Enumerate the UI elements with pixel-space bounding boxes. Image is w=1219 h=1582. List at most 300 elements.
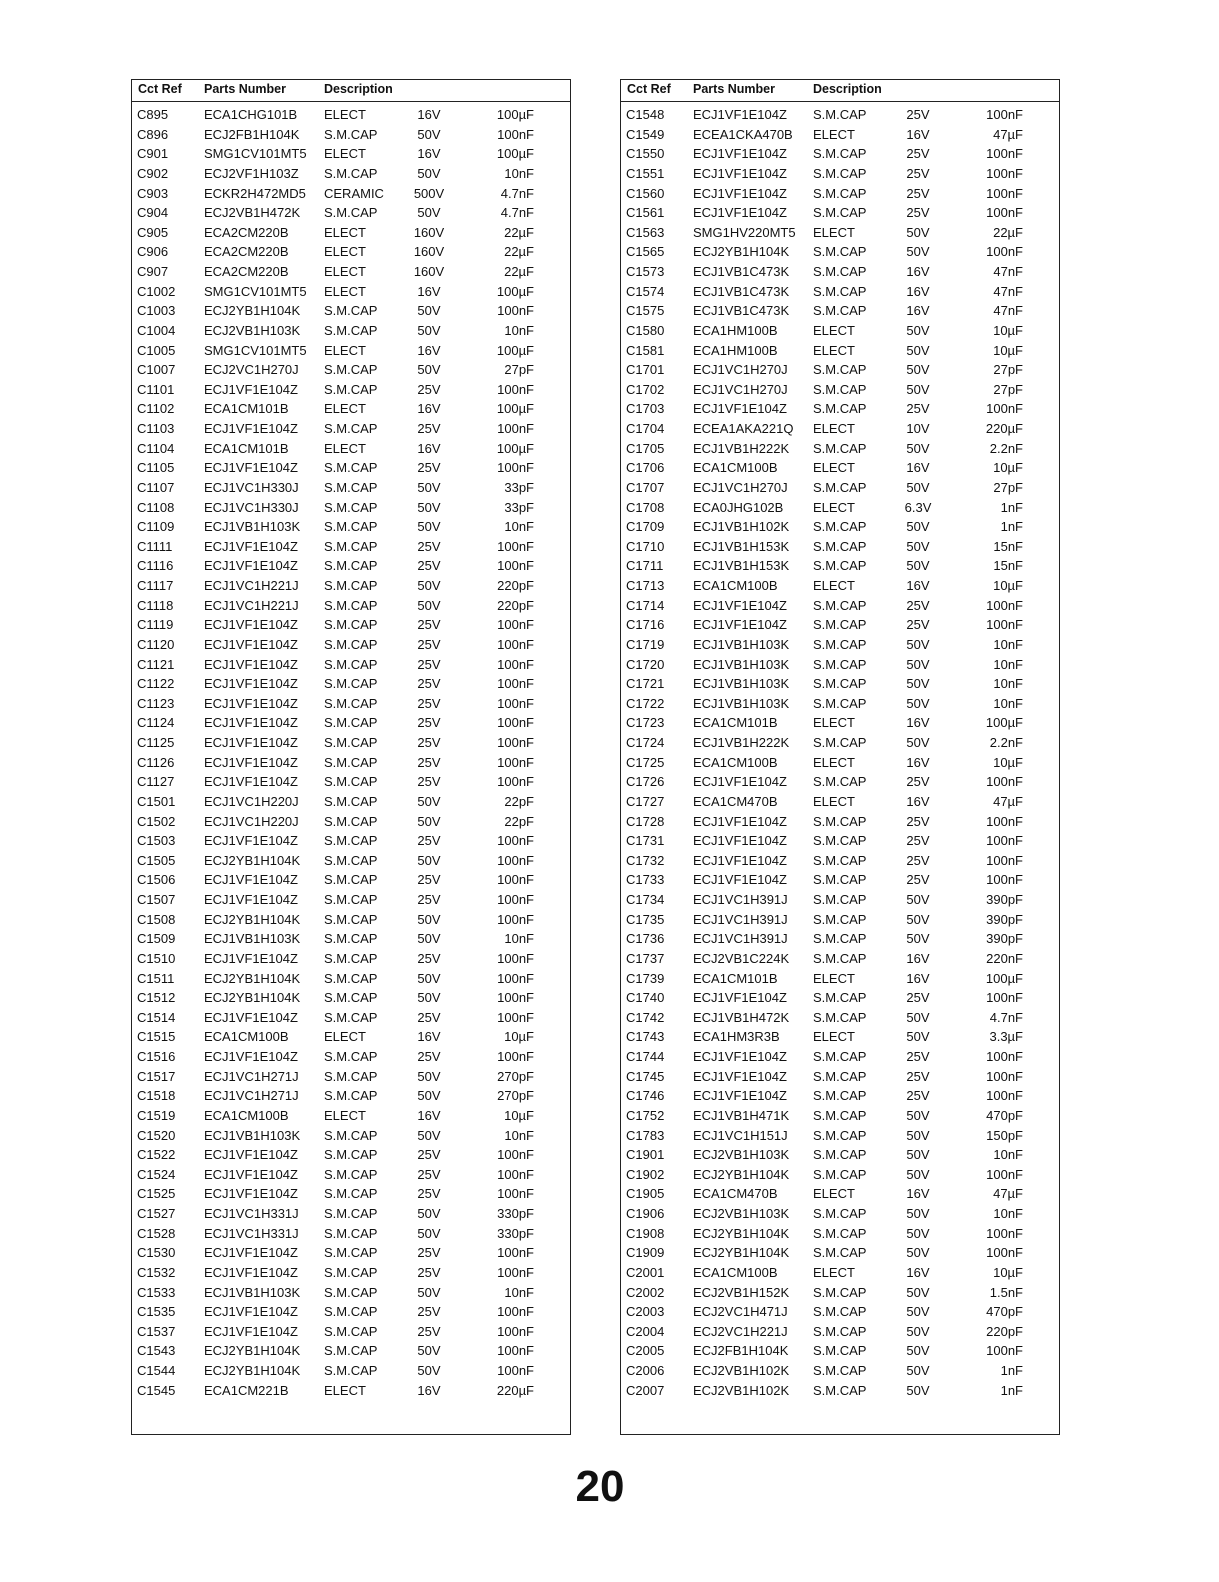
- table-row: [621, 870, 1059, 890]
- cell-cct-ref: C1705: [626, 440, 665, 456]
- cell-cct-ref: C1708: [626, 499, 665, 515]
- cell-value: 100nF: [497, 695, 534, 711]
- table-row: [621, 890, 1059, 910]
- cell-description: S.M.CAP: [813, 244, 867, 260]
- cell-parts-number: ECJ2YB1H104K: [204, 1363, 301, 1378]
- cell-cct-ref: C2006: [626, 1363, 665, 1378]
- cell-parts-number: ECEA1AKA221Q: [693, 421, 794, 436]
- cell-cct-ref: C1720: [626, 656, 665, 672]
- cell-cct-ref: C1575: [626, 303, 665, 319]
- cell-description: S.M.CAP: [324, 1323, 378, 1339]
- cell-cct-ref: C1909: [626, 1245, 665, 1261]
- cell-parts-number: ECJ1VC1H270J: [693, 381, 788, 397]
- cell-value: 4.7nF: [500, 205, 534, 221]
- cell-description: S.M.CAP: [324, 460, 378, 476]
- cell-cct-ref: C1522: [137, 1147, 176, 1163]
- cell-cct-ref: C1103: [137, 421, 175, 436]
- cell-value: 100nF: [986, 617, 1023, 633]
- cell-value: 10nF: [993, 1147, 1023, 1163]
- cell-description: S.M.CAP: [324, 1363, 378, 1378]
- table-row: [621, 1341, 1059, 1361]
- cell-cct-ref: C1701: [626, 362, 665, 378]
- table-row: [621, 988, 1059, 1008]
- cell-voltage: 16V: [906, 303, 930, 319]
- cell-parts-number: ECJ1VB1H222K: [693, 735, 790, 750]
- cell-parts-number: ECA1CM101B: [693, 970, 778, 986]
- cell-description: S.M.CAP: [324, 617, 378, 633]
- cell-description: ELECT: [324, 244, 366, 260]
- cell-cct-ref: C1711: [626, 558, 664, 574]
- table-row: [621, 144, 1059, 164]
- cell-cct-ref: C1728: [626, 813, 665, 829]
- cell-cct-ref: C1537: [137, 1323, 176, 1339]
- table-row: [132, 890, 570, 910]
- cell-parts-number: ECA2CM220B: [204, 224, 289, 240]
- cell-voltage: 50V: [906, 636, 930, 652]
- table-row: [621, 694, 1059, 714]
- table-row: [621, 1086, 1059, 1106]
- cell-value: 100nF: [497, 1264, 534, 1280]
- cell-cct-ref: C1573: [626, 264, 665, 279]
- table-row: [621, 1106, 1059, 1126]
- cell-description: S.M.CAP: [813, 1049, 867, 1064]
- header-description: Description: [324, 82, 393, 96]
- cell-cct-ref: C1710: [626, 538, 665, 554]
- table-row: [621, 1204, 1059, 1224]
- cell-voltage: 50V: [906, 735, 930, 750]
- table-row: [621, 1283, 1059, 1303]
- cell-parts-number: ECJ1VF1E104Z: [693, 1088, 787, 1104]
- cell-parts-number: ECA1CM101B: [204, 440, 289, 456]
- table-body: [132, 105, 570, 1400]
- cell-description: S.M.CAP: [813, 146, 867, 162]
- cell-parts-number: ECJ1VB1C473K: [693, 303, 790, 319]
- cell-parts-number: ECA0JHG102B: [693, 499, 784, 515]
- cell-voltage: 160V: [413, 264, 445, 279]
- cell-cct-ref: C2003: [626, 1304, 665, 1320]
- cell-description: S.M.CAP: [813, 1166, 867, 1182]
- cell-cct-ref: C1108: [137, 499, 175, 515]
- cell-cct-ref: C2002: [626, 1284, 665, 1300]
- table-row: [132, 556, 570, 576]
- cell-voltage: 50V: [417, 1206, 441, 1221]
- cell-voltage: 25V: [417, 1009, 441, 1025]
- cell-description: S.M.CAP: [324, 538, 378, 554]
- cell-parts-number: ECJ1VF1E104Z: [693, 617, 787, 633]
- table-row: [132, 125, 570, 145]
- table-row: [132, 105, 570, 125]
- cell-value: 100nF: [986, 597, 1023, 613]
- cell-description: ELECT: [324, 440, 366, 456]
- cell-parts-number: ECJ1VC1H330J: [204, 499, 299, 515]
- cell-voltage: 16V: [417, 1029, 441, 1045]
- table-row: [132, 1067, 570, 1087]
- cell-voltage: 50V: [906, 519, 930, 535]
- cell-description: S.M.CAP: [813, 440, 867, 456]
- cell-description: S.M.CAP: [324, 499, 378, 515]
- cell-voltage: 25V: [906, 597, 930, 613]
- table-row: [621, 517, 1059, 537]
- cell-voltage: 25V: [417, 833, 441, 849]
- cell-voltage: 50V: [906, 1166, 930, 1182]
- cell-voltage: 50V: [906, 538, 930, 554]
- cell-cct-ref: C1905: [626, 1186, 665, 1202]
- cell-voltage: 50V: [906, 911, 930, 927]
- cell-cct-ref: C1714: [626, 597, 665, 613]
- cell-value: 100nF: [497, 126, 534, 142]
- cell-cct-ref: C1908: [626, 1225, 665, 1241]
- cell-voltage: 25V: [417, 617, 441, 633]
- cell-description: S.M.CAP: [324, 813, 378, 829]
- cell-value: 220pF: [497, 597, 534, 613]
- cell-cct-ref: C1723: [626, 715, 665, 731]
- cell-parts-number: ECJ1VB1H103K: [693, 676, 790, 692]
- cell-parts-number: ECJ1VB1H103K: [204, 1284, 301, 1300]
- cell-voltage: 50V: [906, 224, 930, 240]
- cell-parts-number: ECJ1VC1H151J: [693, 1127, 788, 1143]
- cell-cct-ref: C1706: [626, 460, 665, 476]
- cell-description: S.M.CAP: [324, 578, 378, 593]
- cell-value: 1nF: [1000, 519, 1023, 535]
- table-row: [132, 537, 570, 557]
- table-row: [132, 1027, 570, 1047]
- cell-value: 270pF: [497, 1088, 534, 1104]
- parts-table-left: [131, 79, 571, 1435]
- cell-value: 100nF: [497, 381, 534, 397]
- cell-voltage: 25V: [417, 656, 441, 672]
- cell-description: S.M.CAP: [813, 1225, 867, 1241]
- table-row: [132, 223, 570, 243]
- cell-cct-ref: C1104: [137, 440, 175, 456]
- cell-value: 220nF: [986, 950, 1023, 966]
- cell-voltage: 16V: [906, 578, 930, 593]
- cell-parts-number: ECJ1VF1E104Z: [204, 656, 298, 672]
- cell-description: S.M.CAP: [324, 1225, 378, 1241]
- cell-value: 100nF: [497, 460, 534, 476]
- cell-parts-number: ECJ2VC1H471J: [693, 1304, 788, 1320]
- cell-cct-ref: C1508: [137, 911, 176, 927]
- cell-cct-ref: C1119: [137, 617, 174, 633]
- cell-cct-ref: C1739: [626, 970, 665, 986]
- cell-voltage: 25V: [417, 1166, 441, 1182]
- cell-voltage: 50V: [906, 695, 930, 711]
- cell-voltage: 50V: [417, 852, 441, 868]
- cell-voltage: 25V: [906, 813, 930, 829]
- cell-value: 270pF: [497, 1068, 534, 1084]
- cell-description: S.M.CAP: [813, 1009, 867, 1025]
- cell-value: 2.2nF: [989, 440, 1023, 456]
- cell-voltage: 25V: [906, 1088, 930, 1104]
- cell-voltage: 50V: [906, 342, 930, 358]
- cell-value: 100nF: [497, 892, 534, 907]
- cell-description: ELECT: [813, 322, 855, 338]
- cell-cct-ref: C1109: [137, 519, 175, 535]
- cell-description: S.M.CAP: [813, 205, 867, 221]
- cell-value: 100nF: [986, 774, 1023, 790]
- table-row: [132, 949, 570, 969]
- cell-description: S.M.CAP: [324, 656, 378, 672]
- cell-voltage: 500V: [413, 185, 445, 201]
- cell-value: 10µF: [993, 322, 1023, 338]
- cell-value: 330pF: [497, 1225, 534, 1241]
- table-row: [621, 184, 1059, 204]
- cell-cct-ref: C1510: [137, 950, 176, 966]
- cell-description: S.M.CAP: [813, 872, 867, 888]
- table-row: [621, 949, 1059, 969]
- cell-parts-number: ECJ1VF1E104Z: [693, 833, 787, 849]
- cell-parts-number: ECJ1VF1E104Z: [204, 558, 298, 574]
- cell-parts-number: ECA2CM220B: [204, 264, 289, 279]
- cell-cct-ref: C1721: [626, 676, 665, 692]
- cell-voltage: 16V: [417, 107, 441, 122]
- cell-voltage: 16V: [417, 1107, 441, 1123]
- cell-value: 100nF: [986, 1049, 1023, 1064]
- table-row: [132, 929, 570, 949]
- cell-cct-ref: C2001: [626, 1264, 665, 1280]
- table-row: [621, 164, 1059, 184]
- cell-description: ELECT: [324, 1382, 366, 1398]
- page-number: 20: [575, 1462, 625, 1511]
- cell-parts-number: ECJ2VF1H103Z: [204, 165, 299, 181]
- cell-cct-ref: C1516: [137, 1049, 176, 1064]
- cell-value: 100nF: [986, 146, 1023, 162]
- cell-value: 220pF: [986, 1323, 1023, 1339]
- cell-description: ELECT: [813, 126, 855, 142]
- cell-voltage: 25V: [417, 558, 441, 574]
- cell-voltage: 50V: [417, 597, 441, 613]
- cell-parts-number: SMG1CV101MT5: [204, 342, 307, 358]
- cell-parts-number: ECJ2VB1H152K: [693, 1284, 790, 1300]
- cell-voltage: 50V: [906, 1304, 930, 1320]
- cell-parts-number: ECA1CM101B: [204, 401, 289, 417]
- table-row: [621, 341, 1059, 361]
- cell-value: 10nF: [993, 1206, 1023, 1221]
- table-row: [132, 1322, 570, 1342]
- table-row: [132, 380, 570, 400]
- cell-cct-ref: C1123: [137, 695, 175, 711]
- table-row: [132, 910, 570, 930]
- cell-value: 10nF: [504, 931, 534, 947]
- cell-value: 100nF: [497, 1245, 534, 1261]
- cell-voltage: 50V: [417, 322, 441, 338]
- cell-description: S.M.CAP: [813, 107, 867, 122]
- cell-description: ELECT: [813, 793, 855, 809]
- table-row: [132, 144, 570, 164]
- cell-value: 10µF: [993, 754, 1023, 770]
- table-row: [621, 380, 1059, 400]
- cell-voltage: 25V: [417, 715, 441, 731]
- table-row: [132, 1302, 570, 1322]
- cell-parts-number: ECJ1VC1H271J: [204, 1088, 299, 1104]
- cell-value: 100nF: [986, 813, 1023, 829]
- cell-cct-ref: C1507: [137, 892, 176, 907]
- cell-parts-number: ECJ2YB1H104K: [693, 1225, 790, 1241]
- cell-cct-ref: C1713: [626, 578, 665, 593]
- table-row: [621, 772, 1059, 792]
- cell-parts-number: ECJ2YB1H104K: [693, 244, 790, 260]
- table-row: [132, 242, 570, 262]
- cell-value: 22µF: [504, 264, 534, 279]
- cell-voltage: 16V: [417, 283, 441, 299]
- cell-voltage: 25V: [417, 735, 441, 750]
- cell-voltage: 25V: [417, 636, 441, 652]
- table-row: [132, 517, 570, 537]
- cell-value: 100nF: [497, 1304, 534, 1320]
- cell-value: 100nF: [986, 165, 1023, 181]
- cell-cct-ref: C1501: [137, 793, 176, 809]
- cell-value: 100µF: [496, 342, 534, 358]
- table-row: [132, 870, 570, 890]
- cell-description: ELECT: [813, 421, 855, 436]
- cell-value: 100nF: [497, 852, 534, 868]
- cell-parts-number: ECJ2YB1H104K: [204, 970, 301, 986]
- cell-value: 220µF: [496, 1382, 534, 1398]
- cell-value: 10nF: [993, 636, 1023, 652]
- cell-cct-ref: C905: [137, 224, 169, 240]
- cell-description: ELECT: [813, 970, 855, 986]
- cell-value: 100µF: [985, 715, 1023, 731]
- cell-cct-ref: C1901: [626, 1147, 665, 1163]
- cell-description: S.M.CAP: [813, 1206, 867, 1221]
- cell-value: 27pF: [504, 362, 534, 378]
- table-row: [132, 439, 570, 459]
- cell-cct-ref: C1503: [137, 833, 176, 849]
- cell-parts-number: ECJ1VC1H331J: [204, 1225, 299, 1241]
- cell-voltage: 50V: [417, 578, 441, 593]
- table-row: [621, 223, 1059, 243]
- header-parts-number: Parts Number: [204, 82, 286, 96]
- cell-description: S.M.CAP: [813, 303, 867, 319]
- cell-cct-ref: C1725: [626, 754, 665, 770]
- cell-description: S.M.CAP: [813, 695, 867, 711]
- cell-cct-ref: C1107: [137, 479, 175, 495]
- table-row: [621, 282, 1059, 302]
- table-row: [132, 458, 570, 478]
- cell-description: S.M.CAP: [813, 617, 867, 633]
- cell-cct-ref: C2004: [626, 1323, 665, 1339]
- cell-parts-number: ECA1CM470B: [693, 793, 778, 809]
- cell-description: S.M.CAP: [324, 322, 378, 338]
- header-cct-ref: Cct Ref: [138, 82, 182, 96]
- cell-description: S.M.CAP: [813, 283, 867, 299]
- cell-description: S.M.CAP: [324, 362, 378, 378]
- cell-voltage: 50V: [906, 1284, 930, 1300]
- cell-parts-number: ECEA1CKA470B: [693, 126, 793, 142]
- cell-description: S.M.CAP: [324, 479, 378, 495]
- cell-parts-number: ECJ2VB1H472K: [204, 205, 301, 221]
- cell-value: 100nF: [986, 185, 1023, 201]
- cell-parts-number: ECJ1VB1H103K: [693, 656, 790, 672]
- cell-value: 100nF: [497, 1186, 534, 1202]
- cell-parts-number: ECJ1VF1E104Z: [693, 205, 787, 221]
- table-row: [132, 478, 570, 498]
- cell-parts-number: ECJ1VF1E104Z: [204, 1245, 298, 1261]
- cell-description: S.M.CAP: [813, 636, 867, 652]
- cell-cct-ref: C1101: [137, 381, 175, 397]
- cell-cct-ref: C2005: [626, 1343, 665, 1359]
- cell-voltage: 50V: [417, 303, 441, 319]
- cell-voltage: 25V: [417, 872, 441, 888]
- cell-voltage: 50V: [906, 1147, 930, 1163]
- cell-value: 100nF: [986, 833, 1023, 849]
- cell-voltage: 50V: [906, 1029, 930, 1045]
- cell-value: 22µF: [504, 224, 534, 240]
- cell-description: S.M.CAP: [324, 1147, 378, 1163]
- cell-cct-ref: C1724: [626, 735, 665, 750]
- table-row: [132, 812, 570, 832]
- cell-parts-number: ECJ1VF1E104Z: [204, 715, 298, 731]
- table-row: [132, 615, 570, 635]
- cell-voltage: 16V: [417, 1382, 441, 1398]
- cell-voltage: 25V: [906, 617, 930, 633]
- cell-value: 330pF: [497, 1206, 534, 1221]
- cell-value: 100µF: [496, 283, 534, 299]
- table-header: [621, 80, 1059, 102]
- table-row: [621, 831, 1059, 851]
- cell-value: 100nF: [986, 1068, 1023, 1084]
- cell-cct-ref: C1719: [626, 636, 665, 652]
- cell-cct-ref: C1560: [626, 185, 665, 201]
- cell-value: 100nF: [497, 1009, 534, 1025]
- cell-cct-ref: C1530: [137, 1245, 176, 1261]
- cell-description: ELECT: [324, 107, 366, 122]
- cell-cct-ref: C1783: [626, 1127, 665, 1143]
- cell-value: 100nF: [986, 1166, 1023, 1182]
- cell-value: 100µF: [496, 107, 534, 122]
- cell-parts-number: SMG1CV101MT5: [204, 283, 307, 299]
- table-row: [621, 910, 1059, 930]
- cell-voltage: 160V: [413, 224, 445, 240]
- cell-voltage: 25V: [417, 754, 441, 770]
- table-row: [132, 674, 570, 694]
- cell-description: S.M.CAP: [324, 636, 378, 652]
- table-row: [132, 988, 570, 1008]
- cell-value: 100µF: [496, 401, 534, 417]
- cell-description: S.M.CAP: [324, 1088, 378, 1104]
- cell-cct-ref: C1704: [626, 421, 665, 436]
- cell-cct-ref: C1007: [137, 362, 176, 378]
- cell-parts-number: ECJ1VF1E104Z: [693, 146, 787, 162]
- table-row: [132, 498, 570, 518]
- cell-description: S.M.CAP: [324, 421, 378, 436]
- cell-description: S.M.CAP: [324, 126, 378, 142]
- table-row: [132, 184, 570, 204]
- cell-cct-ref: C1527: [137, 1206, 176, 1221]
- cell-description: ELECT: [813, 460, 855, 476]
- cell-parts-number: SMG1CV101MT5: [204, 146, 307, 162]
- cell-voltage: 25V: [417, 695, 441, 711]
- cell-parts-number: SMG1HV220MT5: [693, 224, 796, 240]
- table-row: [621, 1302, 1059, 1322]
- cell-parts-number: ECJ1VF1E104Z: [204, 833, 298, 849]
- cell-value: 47nF: [993, 283, 1023, 299]
- cell-voltage: 50V: [417, 165, 441, 181]
- table-row: [621, 1263, 1059, 1283]
- cell-voltage: 25V: [906, 872, 930, 888]
- cell-description: S.M.CAP: [813, 950, 867, 966]
- cell-parts-number: ECJ2YB1H104K: [204, 911, 301, 927]
- cell-value: 10nF: [993, 676, 1023, 692]
- table-row: [621, 360, 1059, 380]
- cell-parts-number: ECJ1VF1E104Z: [204, 421, 298, 436]
- cell-cct-ref: C1515: [137, 1029, 176, 1045]
- cell-cct-ref: C1550: [626, 146, 665, 162]
- cell-cct-ref: C1120: [137, 636, 175, 652]
- cell-cct-ref: C1745: [626, 1068, 665, 1084]
- cell-cct-ref: C1727: [626, 793, 665, 809]
- table-row: [132, 1106, 570, 1126]
- cell-value: 47nF: [993, 264, 1023, 279]
